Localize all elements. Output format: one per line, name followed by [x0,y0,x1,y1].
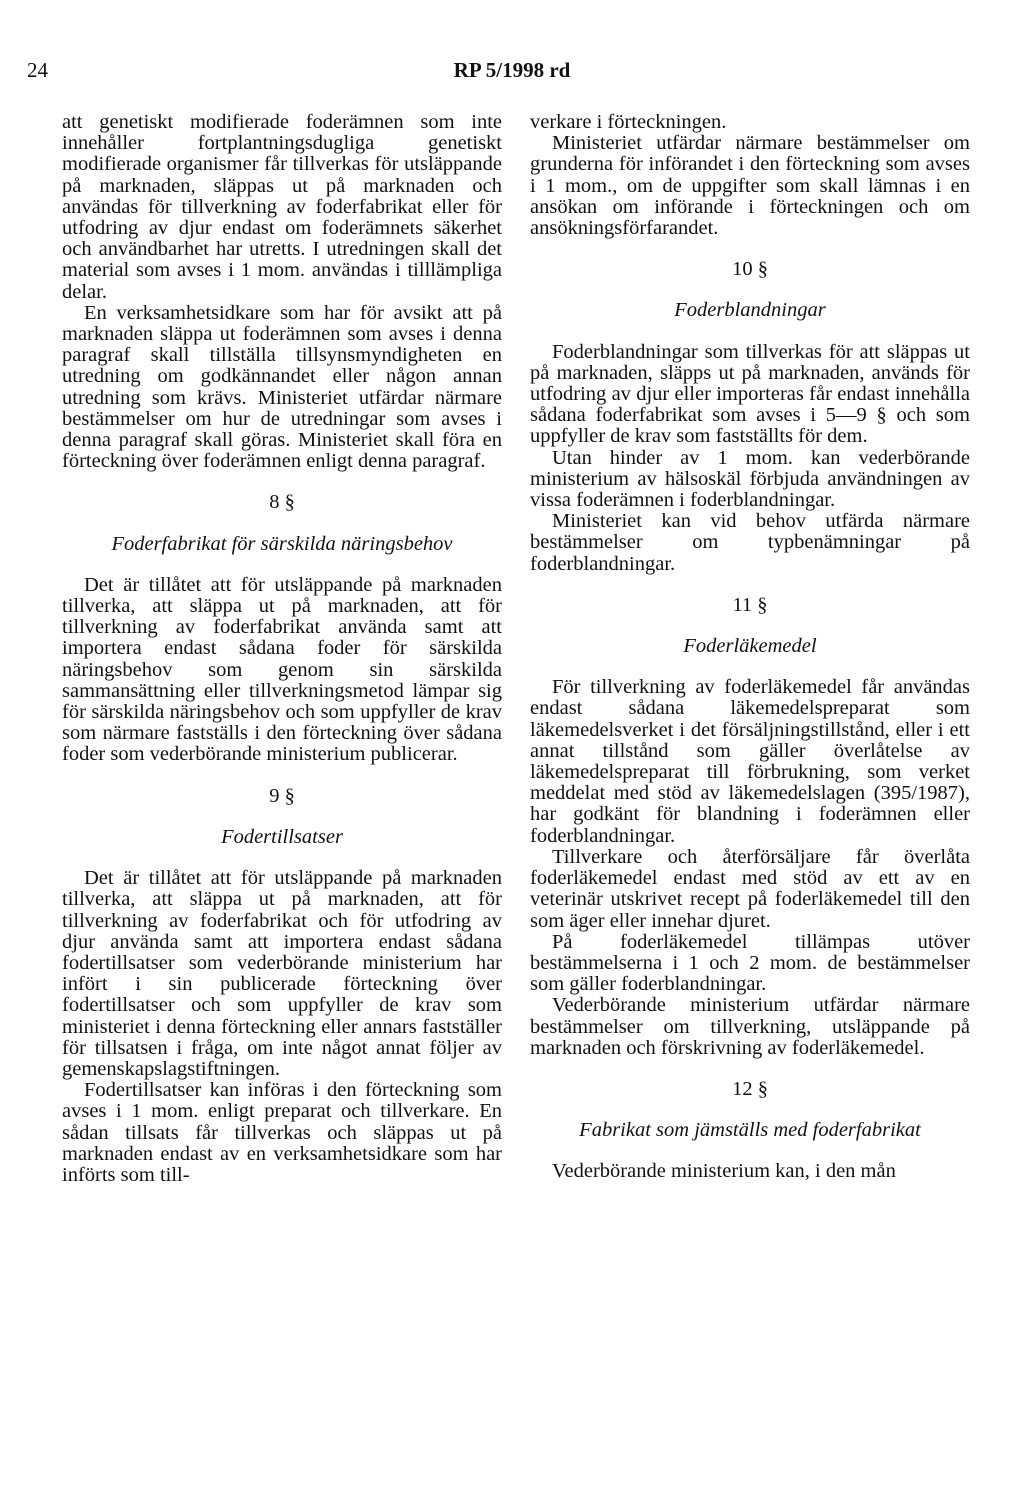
section-heading-8: Foderfabrikat för särskilda näringsbehov [111,532,453,555]
paragraph: Vederbörande ministerium kan, i den mån [552,1160,896,1183]
left-column [62,112,502,1186]
section-number-8: 8 § [269,491,295,514]
paragraph: Fodertillsatser kan införas i den förteckning som avses i 1 mom. enligt preparat och tillverkare. En sådan tillsats får tillverkas och släppas ut på marknaden endast av en verksamhetsidkare som har införts som till- [62,1079,502,1186]
section-number-9: 9 § [269,784,295,807]
section-heading-11: Foderläkemedel [683,635,817,658]
paragraph: att genetiskt modifierade foderämnen som inte innehåller fortplantningsdugliga genetiskt modifierade organismer får tillverkas för utsläppande på marknaden, släppas ut på marknaden och användas för tillverkning av foderfabrikat eller för utfodring av djur endast om foderämnets säkerhet och användbarhet har utretts. I utredningen skall det material som avses i 1 mom. användas i tilllämpliga delar. [62,111,502,303]
section-heading-12: Fabrikat som jämställs med foderfabrikat [579,1119,921,1142]
paragraph: Ministeriet utfärdar närmare bestämmelser om grunderna för införandet i den förteckning som avses i 1 mom., om de uppgifter som skall lämnas i en ansökan om införande i förteckningen och om ansökningsförfarandet. [530,132,970,240]
page-number: 24 [27,58,48,82]
paragraph: verkare i förteckningen. [530,111,727,133]
paragraph: Ministeriet kan vid behov utfärda närmare bestämmelser om typbenämningar på foderblandningar. [530,510,970,575]
paragraph: Det är tillåtet att för utsläppande på marknaden tillverka, att släppa ut på marknaden, att för tillverkning av foderfabrikat och för utfodring av djur använda samt att importera endast sådana fodertillsatser som vederbörande ministerium har infört i sin publicerade förteckning över fodertillsatser och som uppfyller de krav som ministeriet i denna förteckning eller annars fastställer för tillsatsen i fråga, om inte något annat följer av gemenskapslagstiftningen. [62,867,502,1080]
section-number-10: 10 § [732,258,768,281]
paragraph: Utan hinder av 1 mom. kan vederbörande ministerium av hälsoskäl förbjuda användningen av vissa foderämnen i foderblandningar. [530,446,970,512]
paragraph: För tillverkning av foderläkemedel får användas endast sådana läkemedelspreparat som läkemedelsverket i det försäljningstillstånd, eller i ett annat tillstånd som gäller överlåtelse av läkemedelspreparat till förbrukning, som verket meddelat med stöd av läkemedelslagen (395/1987), har godkänt för blandning i foderämnen eller foderblandningar. [530,676,970,847]
paragraph: På foderläkemedel tillämpas utöver bestämmelserna i 1 och 2 mom. de bestämmelser som gäller foderblandningar. [530,930,970,996]
paragraph: Foderblandningar som tillverkas för att släppas ut på marknaden, släpps ut på marknaden, används för utfodring av djur eller importeras får endast innehålla sådana foderfabrikat som avses i 5—9 § och som uppfyller de krav som fastställts för dem. [530,340,970,448]
section-heading-10: Foderblandningar [674,299,826,322]
section-number-12: 12 § [732,1077,768,1100]
paragraph: Tillverkare och återförsäljare får överlåta foderläkemedel endast med stöd av ett av en veterinär utskrivet recept på foderläkemedel till den som äger eller innehar djuret. [530,845,970,932]
paragraph: Vederbörande ministerium utfärdar närmare bestämmelser om tillverkning, utsläppande på marknaden och förskrivning av foderläkemedel. [530,994,970,1059]
paragraph: En verksamhetsidkare som har för avsikt att på marknaden släppa ut foderämnen som avses i denna paragraf skall tillställa tillsynsmyndigheten en utredning om godkännandet eller någon annan utredning som krävs. Ministeriet utfärdar närmare bestämmelser om hur de utredningar som avses i denna paragraf skall göras. Ministeriet skall föra en förteckning över foderämnen enligt denna paragraf. [62,301,502,473]
paragraph: Det är tillåtet att för utsläppande på marknaden tillverka, att släppa ut på marknaden, att för tillverkning av foderfabrikat använda samt att importera endast sådana foder för särskilda näringsbehov som genom sin särskilda sammansättning eller tillverkningsmetod lämpar sig för särskilda näringsbehov och som uppfyller de krav som närmare fastställs i den förteckning över sådana foder som vederbörande ministerium publicerar. [62,573,502,766]
right-column [530,112,970,1183]
document-id: RP 5/1998 rd [453,58,571,82]
section-heading-9: Fodertillsatser [221,825,343,848]
section-number-11: 11 § [732,593,768,616]
